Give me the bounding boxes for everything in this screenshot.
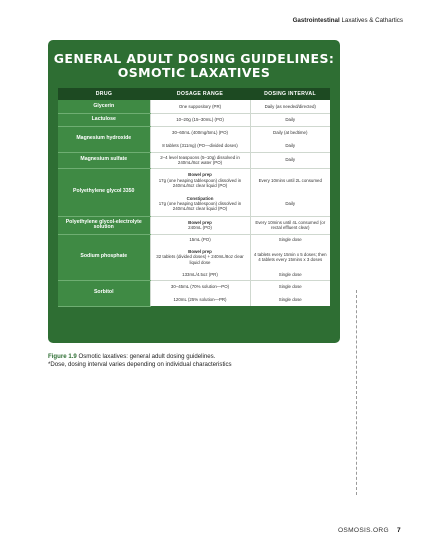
- running-header: [293, 17, 403, 24]
- col-header-dosage: DOSAGE RANGE: [150, 88, 250, 100]
- dosage-cell: [150, 245, 250, 269]
- interval-cell: Daily: [250, 113, 330, 126]
- interval-cell: Daily: [250, 139, 330, 152]
- interval-cell: Every 10mins until 4L consumed (or rectal effluent clear): [250, 216, 330, 234]
- page-number: 7: [396, 527, 401, 534]
- interval-cell: Daily: [250, 152, 330, 168]
- interval-cell: Every 10mins until 2L consumed: [250, 168, 330, 192]
- drug-cell: Lactulose: [58, 113, 150, 126]
- table-row: [58, 113, 330, 126]
- figure-label: Figure 1.9: [48, 353, 77, 360]
- figure-note: *Dose, dosing interval varies depending on individual characteristics: [48, 361, 232, 368]
- title-line-2: OSMOTIC LAXATIVES: [117, 65, 271, 80]
- table-header-row: [58, 88, 330, 100]
- page-footer: [338, 527, 401, 534]
- dosage-subheading: Constipation: [186, 195, 214, 201]
- interval-cell: Daily (as needed/directed): [250, 100, 330, 113]
- table-row: [58, 152, 330, 168]
- dosage-cell: [150, 192, 250, 216]
- dosing-table: [58, 88, 330, 307]
- dosage-cell: [150, 168, 250, 192]
- table-row: [58, 126, 330, 139]
- dosage-subheading: Bowel prep: [188, 172, 212, 178]
- footer-site: OSMOSIS.ORG: [338, 527, 389, 534]
- dosage-cell: One suppository (PR): [150, 100, 250, 113]
- dosage-text: 17g (one heaping tablespoon) dissolved in 240mL/8oz clear liquid (PO): [158, 177, 242, 188]
- dosage-cell: [150, 216, 250, 234]
- dosage-cell: 30–45mL (70% solution—PO): [150, 280, 250, 293]
- interval-cell: Single dose: [250, 234, 330, 245]
- dosage-cell: 30–60mL (400mg/5mL) (PO): [150, 126, 250, 139]
- dosage-cell: 8 tablets (311mg) (PO—divided doses): [150, 139, 250, 152]
- col-header-drug: DRUG: [58, 88, 150, 100]
- table-row: [58, 100, 330, 113]
- dosage-cell: 2–4 level teaspoons (5–10g) dissolved in 240mL/8oz water (PO): [150, 152, 250, 168]
- interval-cell: Single dose: [250, 280, 330, 293]
- dosage-text: 17g (one heaping tablespoon) dissolved in 240mL/8oz clear liquid (PO): [158, 201, 242, 212]
- table-row: [58, 216, 330, 234]
- table-row: [58, 168, 330, 192]
- margin-divider: [356, 290, 357, 495]
- table-title: [48, 52, 340, 80]
- col-header-interval: DOSING INTERVAL: [250, 88, 330, 100]
- table-row: [58, 280, 330, 293]
- dosage-text: 32 tablets (divided doses) + 240mL/8oz clear liquid dose: [156, 254, 244, 265]
- table-row: [58, 234, 330, 245]
- drug-cell: Glycerin: [58, 100, 150, 113]
- dosage-subheading: Bowel prep: [188, 219, 212, 225]
- header-section: Gastrointestinal: [292, 17, 340, 24]
- dosage-cell: 133mL/4.5oz (PR): [150, 269, 250, 280]
- interval-cell: Single dose: [250, 269, 330, 280]
- figure-caption-text: Osmotic laxatives: general adult dosing guidelines.: [76, 353, 216, 360]
- drug-cell: Polyethylene glycol 3350: [58, 168, 150, 216]
- drug-cell: Polyethylene glycol-electrolyte solution: [58, 216, 150, 234]
- header-topic: Laxatives & Cathartics: [339, 17, 403, 24]
- drug-cell: Sorbitol: [58, 280, 150, 306]
- figure-caption: [48, 353, 232, 369]
- dosing-table-panel: [48, 40, 340, 343]
- dosage-cell: 120mL (25% solution—PR): [150, 293, 250, 306]
- drug-cell: Magnesium hydroxide: [58, 126, 150, 152]
- dosage-cell: 10–20g (15–30mL) (PO): [150, 113, 250, 126]
- dosage-text: 240mL (PO): [188, 225, 212, 230]
- dosage-cell: 15mL (PO): [150, 234, 250, 245]
- drug-cell: Magnesium sulfate: [58, 152, 150, 168]
- interval-cell: Daily: [250, 192, 330, 216]
- interval-cell: Single dose: [250, 293, 330, 306]
- interval-cell: Daily (at bedtime): [250, 126, 330, 139]
- interval-cell: 4 tablets every 15min x 5 doses; then 4 tablets every 15mins x 3 doses: [250, 245, 330, 269]
- drug-cell: Sodium phosphate: [58, 234, 150, 280]
- title-line-1: GENERAL ADULT DOSING GUIDELINES:: [53, 51, 335, 66]
- dosage-subheading: Bowel prep: [188, 248, 212, 254]
